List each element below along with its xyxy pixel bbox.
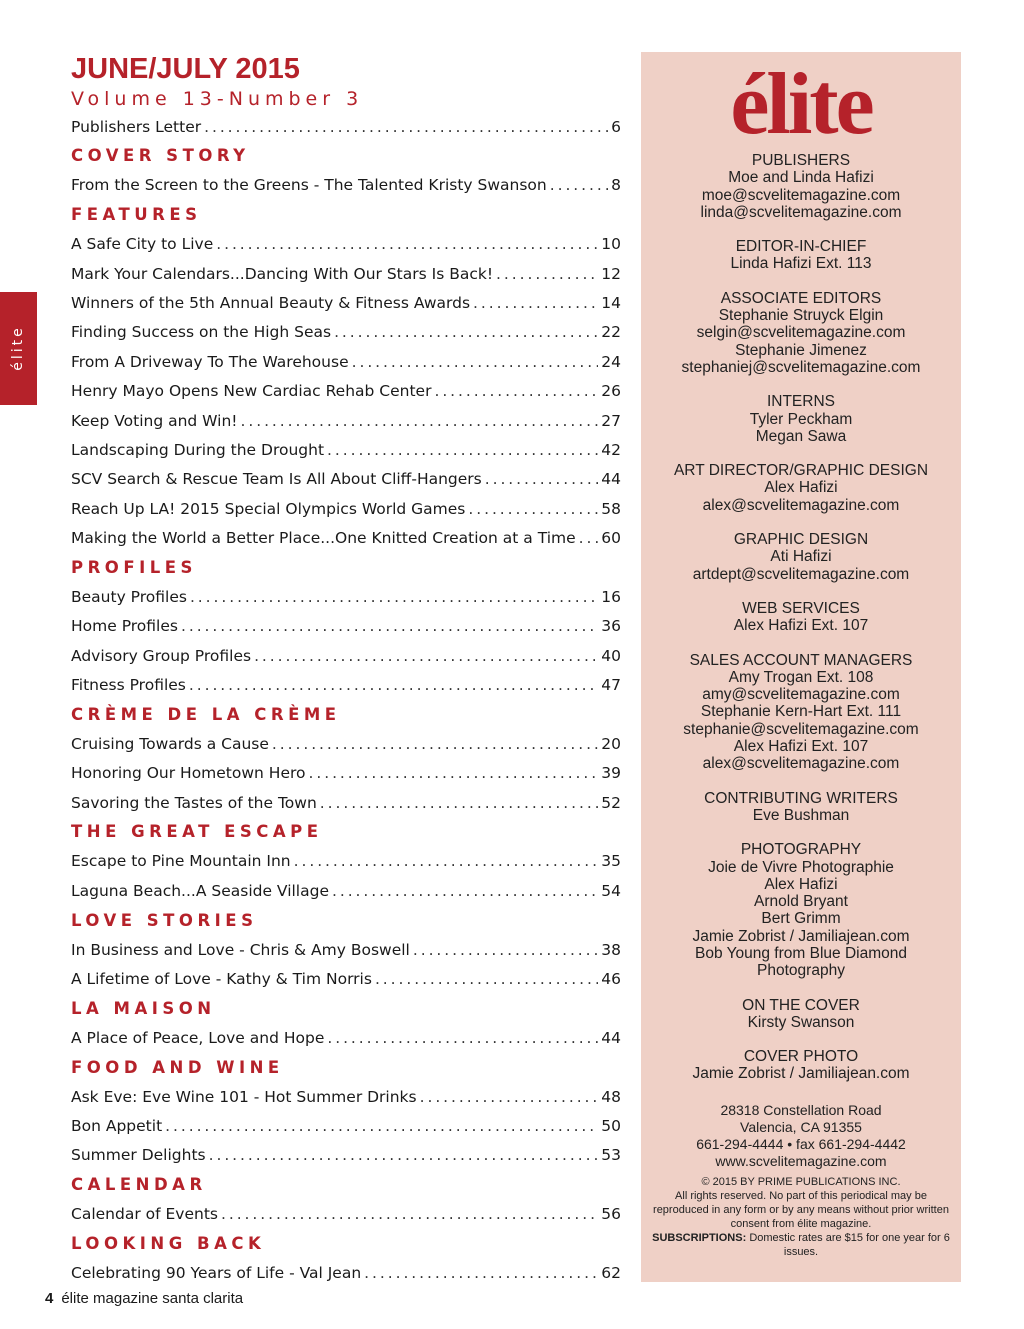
table-of-contents (71, 52, 621, 1288)
toc-entry[interactable] (71, 1258, 621, 1287)
credit-email[interactable]: moe@scvelitemagazine.com (701, 186, 901, 204)
toc-section (71, 817, 621, 905)
toc-entry-title: From the Screen to the Greens - The Talented Kristy Swanson (71, 176, 547, 195)
credit-block (641, 238, 961, 273)
credit-line: Megan Sawa (755, 427, 847, 445)
credit-line: Alex Hafizi Ext. 107 (733, 617, 869, 635)
dot-leader (181, 617, 598, 635)
toc-entry-title: Celebrating 90 Years of Life - Val Jean (71, 1263, 362, 1282)
dot-leader (189, 676, 598, 694)
toc-entry[interactable] (71, 964, 621, 993)
toc-entry-page: 12 (601, 264, 621, 283)
credit-heading: ON THE COVER (742, 996, 860, 1014)
dot-leader (364, 1264, 598, 1282)
toc-entry[interactable] (71, 406, 621, 435)
credit-heading: WEB SERVICES (742, 599, 860, 617)
toc-entry-title: Finding Success on the High Seas (71, 323, 332, 342)
credit-email[interactable]: stephaniej@scvelitemagazine.com (681, 358, 921, 376)
credit-line: Joie de Vivre Photographie (708, 858, 894, 876)
toc-entry[interactable] (71, 347, 621, 376)
credit-block (641, 841, 961, 979)
dot-leader (216, 235, 598, 253)
dot-leader (420, 1088, 599, 1106)
dot-leader (413, 941, 598, 959)
dot-leader (485, 470, 599, 488)
section-heading: LA MAISON (71, 998, 216, 1018)
dot-leader (221, 1205, 598, 1223)
credit-line: Amy Trogan Ext. 108 (728, 668, 874, 686)
dot-leader (165, 1117, 598, 1135)
toc-entry-page: 24 (601, 352, 621, 371)
toc-entry-page: 6 (611, 117, 621, 136)
dot-leader (334, 323, 598, 341)
credit-line: Jamie Zobrist / Jamiliajean.com (692, 927, 910, 945)
toc-entry-page: 62 (601, 1263, 621, 1282)
section-heading: FEATURES (71, 205, 202, 225)
credit-line: Tyler Peckham (749, 410, 853, 428)
toc-entry-page: 16 (601, 587, 621, 606)
toc-entry-page: 56 (601, 1205, 621, 1224)
section-heading: CRÈME DE LA CRÈME (71, 704, 341, 724)
toc-entry-title: Calendar of Events (71, 1205, 218, 1224)
section-heading: PROFILES (71, 557, 197, 577)
toc-entry[interactable] (71, 641, 621, 670)
dot-leader (332, 882, 598, 900)
credit-line: Alex Hafizi Ext. 107 (733, 738, 869, 756)
toc-entry[interactable] (71, 318, 621, 347)
toc-entry[interactable] (71, 1199, 621, 1228)
section-heading: LOOKING BACK (71, 1233, 266, 1253)
toc-entry-page: 38 (601, 940, 621, 959)
toc-entry-page: 22 (601, 323, 621, 342)
credit-email[interactable]: alex@scvelitemagazine.com (702, 755, 900, 773)
dot-leader (579, 529, 599, 547)
toc-entry[interactable] (71, 377, 621, 406)
publication-name: élite magazine santa clarita (61, 1290, 244, 1307)
dot-leader (468, 500, 598, 518)
toc-entry-title: Making the World a Better Place...One Knitted Creation at a Time (71, 529, 576, 548)
dot-leader (496, 265, 598, 283)
toc-entry-title: Summer Delights (71, 1146, 206, 1165)
credit-heading: ASSOCIATE EDITORS (720, 289, 882, 307)
toc-section (71, 141, 621, 200)
toc-entry-title: Reach Up LA! 2015 Special Olympics World Games (71, 499, 466, 518)
toc-entry-page: 53 (601, 1146, 621, 1165)
toc-entry[interactable] (71, 494, 621, 523)
toc-entry-title: A Safe City to Live (71, 235, 214, 254)
elite-logo: élite (730, 56, 872, 153)
toc-entry-page: 48 (601, 1087, 621, 1106)
section-heading: CALENDAR (71, 1175, 207, 1195)
credit-heading: ART DIRECTOR/GRAPHIC DESIGN (673, 462, 929, 480)
toc-entry[interactable] (71, 259, 621, 288)
toc-entry-page: 50 (601, 1116, 621, 1135)
dot-leader (190, 588, 598, 606)
credit-heading: CONTRIBUTING WRITERS (704, 789, 898, 807)
toc-entry[interactable] (71, 759, 621, 788)
toc-body (71, 112, 621, 1288)
dot-leader (204, 118, 608, 136)
toc-entry-title: A Place of Peace, Love and Hope (71, 1028, 325, 1047)
toc-entry-page: 44 (601, 470, 621, 489)
dot-leader (309, 764, 599, 782)
toc-entry-title: Advisory Group Profiles (71, 646, 252, 665)
toc-entry[interactable] (71, 582, 621, 611)
credit-heading: COVER PHOTO (743, 1048, 859, 1066)
side-tab (0, 292, 37, 405)
dot-leader (241, 412, 599, 430)
toc-entry-page: 39 (601, 764, 621, 783)
toc-section (71, 200, 621, 553)
credit-block (641, 152, 961, 221)
toc-entry-title: Landscaping During the Drought (71, 440, 325, 459)
toc-entry[interactable] (71, 1023, 621, 1052)
toc-entry-page: 58 (601, 499, 621, 518)
dot-leader (375, 970, 598, 988)
toc-entry[interactable] (71, 847, 621, 876)
credit-email[interactable]: selgin@scvelitemagazine.com (696, 324, 906, 342)
toc-entry-title: Mark Your Calendars...Dancing With Our Stars Is Back! (71, 264, 494, 283)
credit-email[interactable]: alex@scvelitemagazine.com (702, 496, 900, 514)
masthead-credits (641, 152, 961, 1083)
toc-entry-title: Laguna Beach...A Seaside Village (71, 881, 329, 900)
toc-entry-title: Beauty Profiles (71, 587, 187, 606)
credit-line: Ati Hafizi (770, 548, 832, 566)
page-footer (45, 1290, 243, 1307)
section-heading: COVER STORY (71, 146, 250, 166)
copyright-block (641, 1175, 961, 1259)
credit-line: Photography (757, 962, 845, 980)
dot-leader (294, 852, 599, 870)
toc-entry-page: 52 (601, 793, 621, 812)
credit-block (641, 393, 961, 445)
toc-entry-page: 26 (601, 382, 621, 401)
toc-entry-page: 47 (601, 676, 621, 695)
toc-entry-page: 10 (601, 235, 621, 254)
toc-entry[interactable] (71, 112, 621, 141)
section-heading: THE GREAT ESCAPE (71, 822, 323, 842)
toc-entry-page: 44 (601, 1028, 621, 1047)
toc-entry-title: From A Driveway To The Warehouse (71, 352, 349, 371)
toc-entry[interactable] (71, 171, 621, 200)
credit-line: Bert Grimm (761, 910, 841, 928)
credit-email[interactable]: artdept@scvelitemagazine.com (692, 565, 910, 583)
credit-heading: SALES ACCOUNT MANAGERS (689, 651, 913, 669)
toc-entry-title: Escape to Pine Mountain Inn (71, 852, 291, 871)
credit-block (641, 531, 961, 583)
address-line: Valencia, CA 91355 (740, 1118, 862, 1135)
toc-entry[interactable] (71, 288, 621, 317)
credit-block (641, 652, 961, 773)
credit-line: Moe and Linda Hafizi (728, 169, 874, 187)
credit-block (641, 600, 961, 635)
dot-leader (550, 176, 608, 194)
credit-email[interactable]: linda@scvelitemagazine.com (700, 203, 902, 221)
toc-entry[interactable] (71, 788, 621, 817)
toc-entry-page: 42 (601, 440, 621, 459)
toc-entry-page: 40 (601, 646, 621, 665)
toc-entry-page: 60 (601, 529, 621, 548)
dot-leader (352, 353, 599, 371)
toc-entry-title: Honoring Our Hometown Hero (71, 764, 306, 783)
toc-entry[interactable] (71, 1111, 621, 1140)
toc-entry-title: Savoring the Tastes of the Town (71, 793, 317, 812)
subscriptions-text (651, 1231, 951, 1259)
toc-entry-title: Keep Voting and Win! (71, 411, 238, 430)
toc-entry-page: 14 (601, 294, 621, 313)
credit-line: Kirsty Swanson (747, 1013, 855, 1031)
toc-section (71, 1229, 621, 1288)
toc-entry[interactable] (71, 523, 621, 552)
section-heading: LOVE STORIES (71, 910, 258, 930)
rights-text: All rights reserved. No part of this periodical may be reproduced in any form or by any means without prior written consent from élite magazine. (653, 1189, 949, 1230)
address-line: 661-294-4444 • fax 661-294-4442 (696, 1135, 906, 1152)
credit-block (641, 997, 961, 1032)
credit-email[interactable]: stephanie@scvelitemagazine.com (683, 720, 919, 738)
dot-leader (327, 1029, 598, 1047)
toc-entry-title: Fitness Profiles (71, 676, 186, 695)
dot-leader (272, 735, 598, 753)
credit-heading: GRAPHIC DESIGN (733, 531, 869, 549)
toc-entry-page: 27 (601, 411, 621, 430)
toc-entry[interactable] (71, 1082, 621, 1111)
toc-section (71, 1170, 621, 1229)
toc-entry[interactable] (71, 935, 621, 964)
toc-entry-page: 35 (601, 852, 621, 871)
credit-line: Alex Hafizi (764, 875, 838, 893)
toc-entry-title: Winners of the 5th Annual Beauty & Fitness Awards (71, 294, 471, 313)
volume-number: Volume 13-Number 3 (71, 88, 364, 110)
toc-section (71, 994, 621, 1053)
dot-leader (320, 794, 598, 812)
section-heading: FOOD AND WINE (71, 1057, 284, 1077)
credit-line: Stephanie Kern-Hart Ext. 111 (700, 703, 902, 721)
credit-heading: PUBLISHERS (751, 152, 851, 169)
copyright-line: © 2015 BY PRIME PUBLICATIONS INC. (701, 1175, 901, 1188)
credit-line: Jamie Zobrist / Jamiliajean.com (692, 1065, 910, 1083)
toc-section (71, 553, 621, 700)
toc-entry-page: 46 (601, 970, 621, 989)
toc-entry-title: Henry Mayo Opens New Cardiac Rehab Center (71, 382, 432, 401)
subscriptions-rates: Domestic rates are $15 for one year for 6 issues. (749, 1231, 950, 1258)
credit-line: Bob Young from Blue Diamond (695, 944, 907, 962)
side-tab-label: élite (10, 325, 26, 371)
toc-entry-page: 36 (601, 617, 621, 636)
website-link[interactable]: www.scvelitemagazine.com (715, 1152, 887, 1169)
dot-leader (473, 294, 598, 312)
toc-entry[interactable] (71, 230, 621, 259)
credit-block (641, 1048, 961, 1083)
dot-leader (434, 382, 598, 400)
credit-line: Stephanie Jimenez (735, 341, 867, 359)
toc-entry-title: Publishers Letter (71, 117, 202, 136)
address-line: 28318 Constellation Road (720, 1101, 882, 1118)
toc-entry[interactable] (71, 465, 621, 494)
toc-section (71, 906, 621, 994)
credit-line: Alex Hafizi (764, 479, 838, 497)
toc-entry-title: Ask Eve: Eve Wine 101 - Hot Summer Drinks (71, 1087, 417, 1106)
toc-section (71, 700, 621, 818)
toc-entry-page: 20 (601, 734, 621, 753)
credit-block (641, 290, 961, 376)
toc-entry-title: Bon Appetit (71, 1116, 163, 1135)
toc-entry-title: In Business and Love - Chris & Amy Boswell (71, 940, 410, 959)
toc-entry-title: A Lifetime of Love - Kathy & Tim Norris (71, 970, 372, 989)
dot-leader (327, 441, 598, 459)
page-number: 4 (45, 1290, 54, 1307)
credit-email[interactable]: amy@scvelitemagazine.com (702, 686, 900, 704)
credit-block (641, 462, 961, 514)
toc-entry-title: SCV Search & Rescue Team Is All About Cliff-Hangers (71, 470, 482, 489)
dot-leader (254, 647, 598, 665)
issue-date: JUNE/JULY 2015 (71, 53, 300, 85)
toc-entry[interactable] (71, 876, 621, 905)
credit-line: Eve Bushman (752, 806, 850, 824)
subscriptions-label: SUBSCRIPTIONS: (652, 1231, 747, 1244)
credit-block (641, 790, 961, 825)
credit-line: Linda Hafizi Ext. 113 (730, 255, 872, 273)
toc-entry-page: 54 (601, 881, 621, 900)
credit-line: Stephanie Struyck Elgin (718, 307, 884, 325)
credit-heading: EDITOR-IN-CHIEF (735, 238, 867, 256)
toc-entry-title: Home Profiles (71, 617, 178, 636)
dot-leader (209, 1146, 599, 1164)
toc-entry-title: Cruising Towards a Cause (71, 734, 269, 753)
credit-heading: PHOTOGRAPHY (740, 841, 862, 859)
toc-entry[interactable] (71, 435, 621, 464)
credit-heading: INTERNS (766, 393, 836, 411)
toc-section (71, 1053, 621, 1171)
toc-entry[interactable] (71, 1141, 621, 1170)
toc-entry[interactable] (71, 612, 621, 641)
credit-line: Arnold Bryant (754, 893, 848, 911)
toc-entry[interactable] (71, 729, 621, 758)
contact-address (641, 1102, 961, 1170)
toc-entry[interactable] (71, 670, 621, 699)
toc-entry-page: 8 (611, 176, 621, 195)
masthead-panel (641, 52, 961, 1282)
